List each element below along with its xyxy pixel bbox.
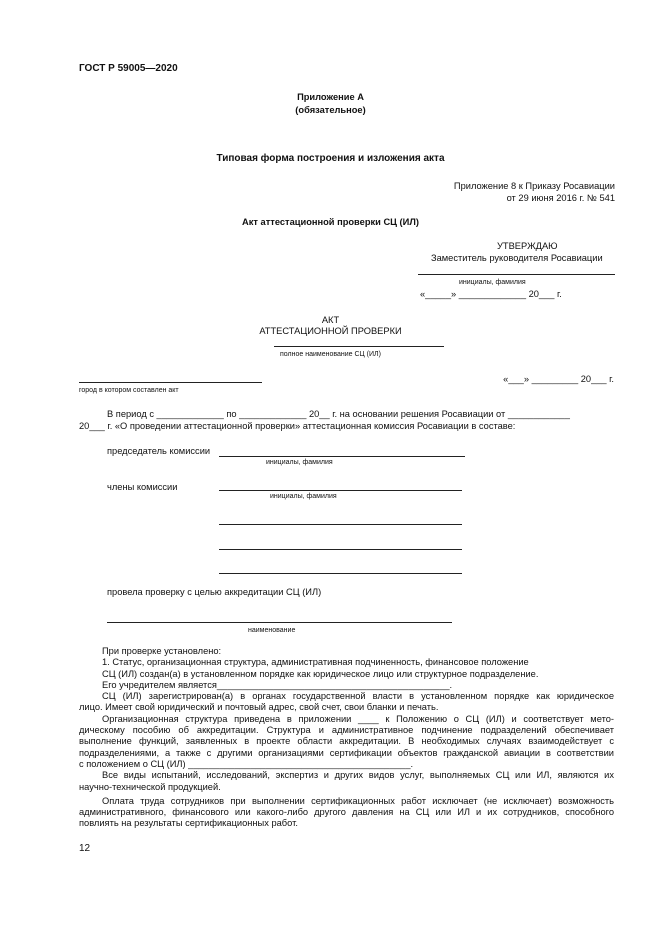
findings-item1: 1. Статус, организационная структура, административная подчиненность, финансовое положение bbox=[102, 657, 529, 668]
appendix-label: Приложение А bbox=[297, 92, 364, 102]
findings-line: выполнение функций, заявленных в проекте области аккредитации. В необходимых случаях взаимодействует с bbox=[79, 736, 614, 747]
findings-line: повлиять на результаты сертификационных работ. bbox=[79, 818, 298, 829]
member-line-3 bbox=[219, 549, 462, 550]
page-number: 12 bbox=[79, 843, 91, 854]
findings-line: научно-технической продукцией. bbox=[79, 781, 221, 792]
member-line-4 bbox=[219, 573, 462, 574]
form-title: Типовая форма построения и изложения акта bbox=[216, 153, 445, 164]
members-label: члены комиссии bbox=[107, 482, 178, 492]
findings-line: подразделениями, а также с другими организациями сертификации объектов гражданской авиации в соответствии bbox=[79, 747, 614, 758]
standard-number: ГОСТ Р 59005—2020 bbox=[79, 63, 178, 74]
findings-line: Все виды испытаний, исследований, экспертиз и других видов услуг, выполняемых СЦ или ИЛ, являются их bbox=[102, 770, 614, 781]
period-line1: В период с _____________ по _____________ 20__ г. на основании решения Росавиации от ____________ bbox=[107, 409, 570, 419]
organization-name-line bbox=[274, 346, 444, 347]
findings-body bbox=[79, 646, 614, 830]
period-line2: 20___ г. «О проведении аттестационной проверки» аттестационная комиссия Росавиации в составе: bbox=[79, 421, 516, 431]
findings-line: с положением о СЦ (ИЛ) ___________________________________________. bbox=[79, 758, 414, 769]
purpose-text: провела проверку с целью аккредитации СЦ (ИЛ) bbox=[107, 587, 322, 597]
findings-line: дическому пособию об аккредитации. Структура и административное подчинение подразделений обеспечивает bbox=[79, 725, 614, 736]
appendix-status: (обязательное) bbox=[295, 105, 366, 115]
member-line-2 bbox=[219, 524, 462, 525]
findings-line: административного, финансового или какого-либо другого давления на СЦ или ИЛ и их сотрудников, способного bbox=[79, 807, 614, 818]
approver-signature-line bbox=[418, 274, 615, 275]
chairman-line bbox=[219, 456, 465, 457]
member-line-1 bbox=[219, 490, 462, 491]
purpose-caption: наименование bbox=[248, 627, 296, 634]
order-reference-line1: Приложение 8 к Приказу Росавиации bbox=[453, 181, 615, 191]
findings-line: Его учредителем является_____________________________________________. bbox=[102, 679, 453, 690]
act-title: АКТ bbox=[321, 315, 340, 325]
findings-line: Организационная структура приведена в приложении ____ к Положению о СЦ (ИЛ) и соответствует мето- bbox=[102, 713, 614, 724]
act-date: «___» _________ 20___ г. bbox=[503, 374, 614, 384]
act-heading: Акт аттестационной проверки СЦ (ИЛ) bbox=[242, 217, 419, 227]
chairman-label: председатель комиссии bbox=[107, 446, 211, 456]
act-subtitle: АТТЕСТАЦИОННОЙ ПРОВЕРКИ bbox=[259, 326, 402, 336]
findings-line: СЦ (ИЛ) создан(а) в установленном порядке как юридическое лицо или структурное подразделение. bbox=[102, 668, 539, 679]
city-line bbox=[79, 382, 262, 383]
city-caption: город в котором составлен акт bbox=[79, 387, 179, 394]
approve-word: УТВЕРЖДАЮ bbox=[497, 241, 558, 251]
approver-position: Заместитель руководителя Росавиации bbox=[431, 253, 603, 263]
findings-line: лицо. Имеет свой юридический и почтовый адрес, свой счет, свои бланки и печать. bbox=[79, 702, 439, 713]
findings-line: СЦ (ИЛ) зарегистрирован(а) в органах государственной власти в установленном порядке как юридическое bbox=[102, 691, 614, 702]
approve-date-line: «_____» _____________ 20___ г. bbox=[420, 289, 562, 299]
approver-caption: инициалы, фамилия bbox=[459, 279, 526, 286]
findings-line: Оплата труда сотрудников при выполнении сертификационных работ исключает (не исключает) возможность bbox=[102, 795, 614, 806]
member-caption: инициалы, фамилия bbox=[270, 493, 337, 500]
organization-name-caption: полное наименование СЦ (ИЛ) bbox=[280, 351, 381, 358]
findings-intro: При проверке установлено: bbox=[102, 646, 222, 656]
chairman-caption: инициалы, фамилия bbox=[266, 459, 333, 466]
order-reference-line2: от 29 июня 2016 г. № 541 bbox=[506, 193, 615, 203]
purpose-name-line bbox=[107, 622, 452, 623]
